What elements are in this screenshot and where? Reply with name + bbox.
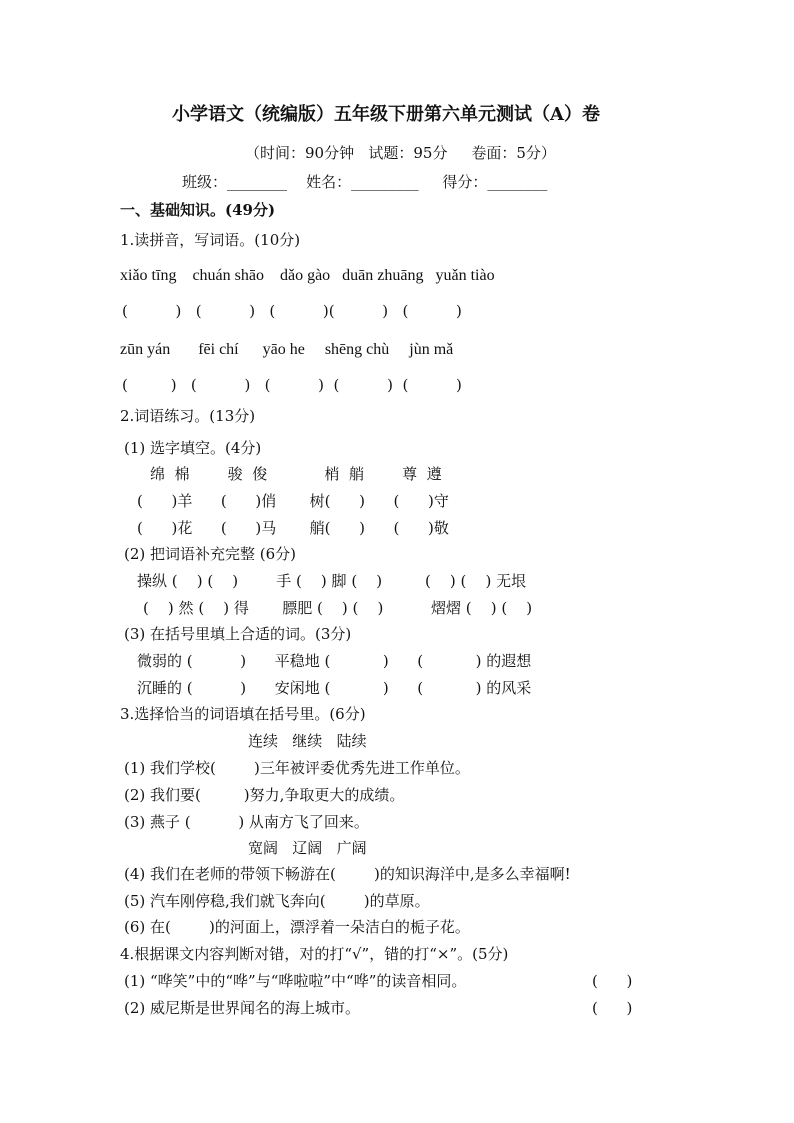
student-info-line[interactable]: 班级：________ 姓名：_________ 得分：________ <box>182 173 548 191</box>
q2-part3-heading: (3) 在括号里填上合适的词。(3分) <box>124 625 352 643</box>
q4-item-2: (2) 威尼斯是世界闻名的海上城市。 <box>124 999 361 1017</box>
q2-part3-row-2[interactable]: 沉睡的 ( ) 安闲地 ( ) ( ) 的风采 <box>137 679 532 697</box>
exam-info: （时间：90分钟 试题：95分 卷面：5分） <box>245 144 556 162</box>
q3-item-2[interactable]: (2) 我们要( )努力,争取更大的成绩。 <box>124 786 405 804</box>
q2-part1-char-groups: 绵 棉 骏 俊 梢 艄 尊 遵 <box>150 465 442 483</box>
q4-item-1: (1) “哗笑”中的“哗”与“哗啦啦”中“哗”的读音相同。 <box>124 972 467 990</box>
q1-blanks-row-2[interactable]: ( ) ( ) ( ) ( ) ( ) <box>122 376 462 394</box>
q4-heading: 4.根据课文内容判断对错，对的打“√”，错的打“×”。(5分) <box>120 945 509 963</box>
q1-pinyin-row-2: zūn yán fēi chí yāo he shēng chù jùn mǎ <box>120 341 454 358</box>
q3-item-5[interactable]: (5) 汽车刚停稳,我们就飞奔向( )的草原。 <box>124 892 430 910</box>
q2-part3-row-1[interactable]: 微弱的 ( ) 平稳地 ( ) ( ) 的遐想 <box>137 652 532 670</box>
section-basic-knowledge: 一、基础知识。(49分) <box>120 201 276 219</box>
q3-item-1[interactable]: (1) 我们学校( )三年被评委优秀先进工作单位。 <box>124 759 470 777</box>
q2-part2-heading: (2) 把词语补充完整 (6分) <box>124 545 297 563</box>
page-title: 小学语文（统编版）五年级下册第六单元测试（A）卷 <box>172 104 600 125</box>
q4-item-1-answer-blank[interactable]: ( ) <box>592 972 633 990</box>
q3-item-4[interactable]: (4) 我们在老师的带领下畅游在( )的知识海洋中,是多么幸福啊! <box>124 865 571 883</box>
q2-part1-row-1[interactable]: ( )羊 ( )俏 树( ) ( )守 <box>137 492 449 510</box>
q3-word-options-2: 宽阔 辽阔 广阔 <box>248 839 367 857</box>
q3-item-3[interactable]: (3) 燕子 ( ) 从南方飞了回来。 <box>124 813 369 831</box>
q2-heading: 2.词语练习。(13分) <box>120 407 256 425</box>
q1-blanks-row-1[interactable]: ( ) ( ) ( )( ) ( ) <box>122 302 462 320</box>
q1-heading: 1.读拼音，写词语。(10分) <box>120 231 301 249</box>
q2-part1-heading: (1) 选字填空。(4分) <box>124 439 262 457</box>
q1-pinyin-row-1: xiǎo tīng chuán shāo dǎo gào duān zhuāng yuǎn tiào <box>120 267 495 284</box>
q3-word-options-1: 连续 继续 陆续 <box>248 732 367 750</box>
q2-part2-row-2[interactable]: ( ) 然 ( ) 得 膘肥 ( ) ( ) 熠熠 ( ) ( ) <box>143 599 533 617</box>
q4-item-2-answer-blank[interactable]: ( ) <box>592 999 633 1017</box>
q2-part1-row-2[interactable]: ( )花 ( )马 艄( ) ( )敬 <box>137 519 449 537</box>
q3-heading: 3.选择恰当的词语填在括号里。(6分) <box>120 705 366 723</box>
q3-item-6[interactable]: (6) 在( )的河面上，漂浮着一朵洁白的栀子花。 <box>124 918 470 936</box>
q2-part2-row-1[interactable]: 操纵 ( ) ( ) 手 ( ) 脚 ( ) ( ) ( ) 无垠 <box>137 572 527 590</box>
